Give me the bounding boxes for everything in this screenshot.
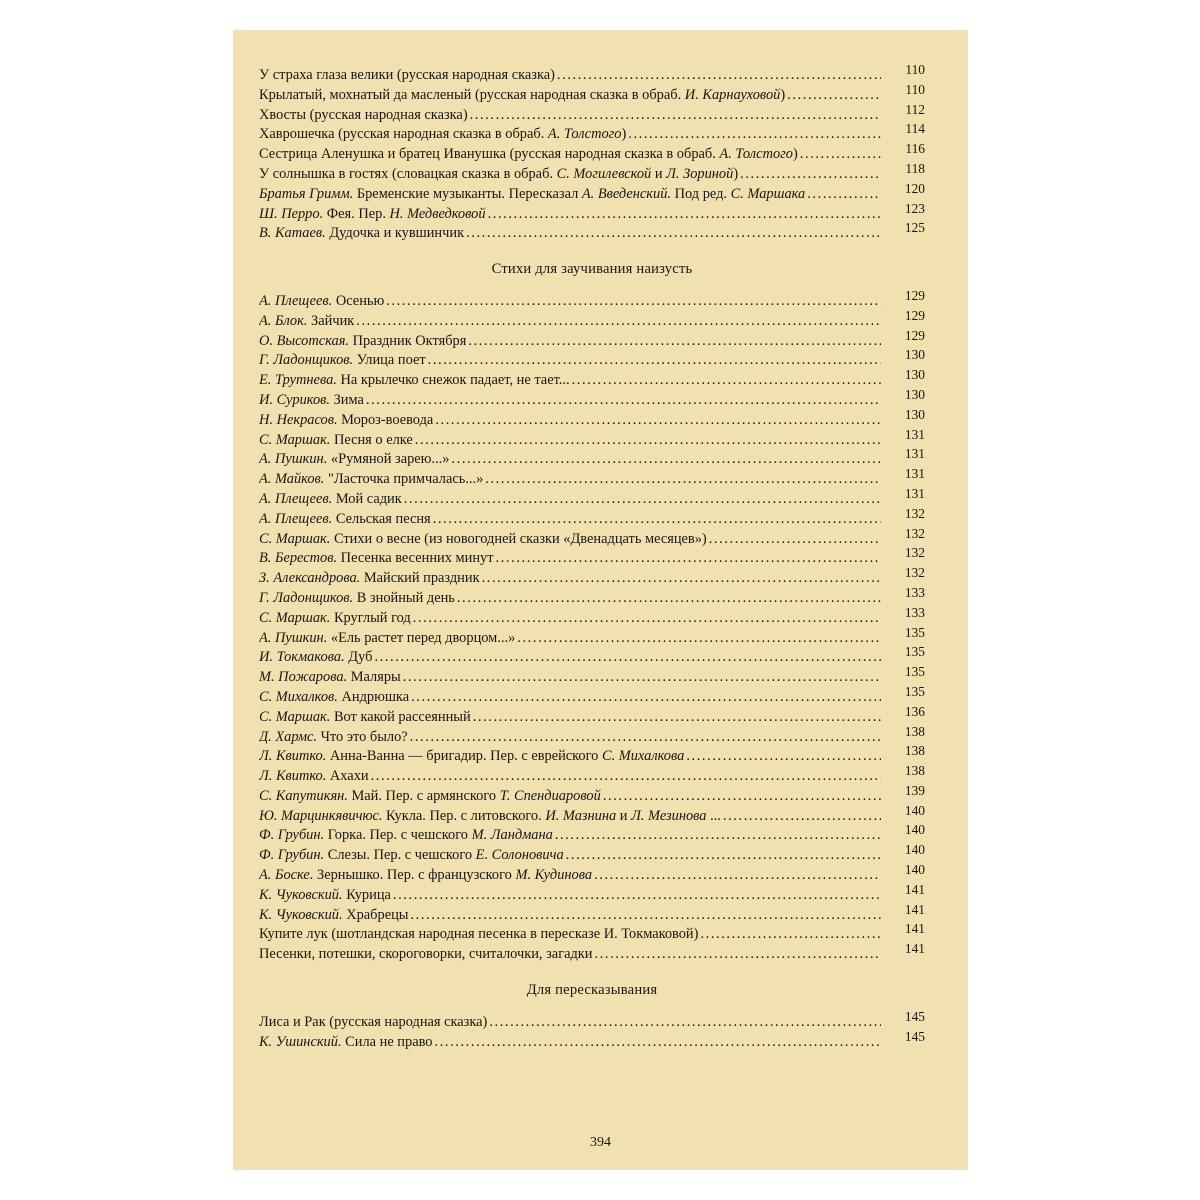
entry-author: С. Маршак. bbox=[259, 609, 331, 626]
toc-entry bbox=[259, 101, 925, 126]
entry-page-number: 135 bbox=[904, 624, 925, 640]
toc-entry bbox=[259, 466, 925, 490]
entry-title-run bbox=[259, 649, 374, 665]
section-title-poems: Стихи для заучивания наизусть bbox=[491, 261, 693, 278]
entry-author: С. Маршака bbox=[730, 185, 806, 202]
toc-entry bbox=[259, 446, 925, 470]
toc-entry bbox=[259, 545, 925, 569]
entry-title: Зернышко. Пер. с французского bbox=[313, 867, 516, 884]
entry-title-run bbox=[259, 225, 466, 241]
entry-text bbox=[259, 826, 881, 846]
entry-text bbox=[259, 549, 881, 569]
entry-page-number: 131 bbox=[904, 426, 925, 442]
toc-entry bbox=[259, 62, 925, 86]
toc-entry bbox=[259, 683, 925, 708]
entry-text bbox=[259, 609, 881, 629]
entry-title: Круглый год bbox=[330, 609, 411, 626]
page-number: 394 bbox=[590, 1135, 611, 1150]
entry-title: "Ласточка примчалась...» bbox=[324, 471, 484, 488]
entry-author: С. Маршак. bbox=[259, 708, 331, 725]
entry-title: У солнышка в гостях (словацкая сказка в обраб. bbox=[259, 165, 557, 182]
entry-title-run bbox=[259, 313, 356, 329]
entry-title-run bbox=[259, 471, 485, 487]
entry-author: Л. Зориной bbox=[666, 165, 734, 182]
entry-title: Бременские музыканты. Пересказал bbox=[353, 185, 582, 202]
entry-text bbox=[259, 165, 881, 185]
entry-text bbox=[259, 866, 881, 886]
entry-title-run bbox=[259, 669, 403, 685]
entry-title: Что это было? bbox=[316, 728, 408, 745]
entry-page-number: 140 bbox=[904, 802, 925, 818]
toc-entry bbox=[259, 81, 925, 106]
entry-title-run bbox=[259, 570, 482, 586]
entry-author: С. Маршак. bbox=[259, 530, 331, 547]
toc-entry bbox=[259, 141, 925, 165]
entry-title: ) bbox=[780, 86, 786, 103]
entry-title-run bbox=[259, 392, 366, 408]
entry-title: Храбрецы bbox=[342, 906, 409, 923]
entry-title: Курица bbox=[342, 886, 391, 903]
entry-text bbox=[259, 728, 881, 748]
entry-text bbox=[259, 66, 881, 86]
toc-entry bbox=[259, 941, 925, 965]
entry-title: Зима bbox=[330, 391, 364, 408]
entry-text bbox=[259, 224, 881, 244]
entry-author: З. Александрова. bbox=[259, 570, 361, 587]
entry-title: Купите лук (шотландская народная песенка в пересказе И. Токмаковой) bbox=[259, 926, 699, 943]
entry-title: Май. Пер. с армянского bbox=[347, 787, 500, 804]
entry-page-number: 131 bbox=[904, 485, 925, 501]
entry-page-number: 129 bbox=[904, 327, 925, 343]
entry-author: И. Суриков. bbox=[259, 391, 330, 408]
entry-text bbox=[259, 925, 881, 945]
entry-text bbox=[259, 767, 881, 787]
entry-author: В. Берестов. bbox=[259, 550, 338, 567]
toc-entry bbox=[259, 862, 925, 886]
toc-entry bbox=[259, 842, 925, 866]
entry-title-run bbox=[259, 709, 473, 725]
toc-entry bbox=[259, 505, 925, 530]
entry-title-run bbox=[259, 333, 468, 349]
entry-page-number: 112 bbox=[905, 101, 925, 117]
entry-text bbox=[259, 371, 881, 391]
toc-entry bbox=[259, 525, 925, 550]
entry-page-number: 138 bbox=[904, 763, 925, 779]
entry-page-number: 132 bbox=[904, 525, 925, 541]
entry-title-run bbox=[259, 590, 457, 606]
entry-title-run bbox=[259, 491, 404, 507]
entry-author: Е. Трутнева. bbox=[259, 372, 337, 389]
entry-author: Л. Мезинова bbox=[631, 807, 707, 824]
entry-page-number: 110 bbox=[905, 62, 925, 77]
toc-entry bbox=[259, 802, 925, 827]
entry-author: И. Карнауховой bbox=[684, 86, 781, 103]
entry-text bbox=[259, 205, 881, 225]
entry-author: Н. Некрасов. bbox=[259, 411, 338, 428]
entry-page-number: 118 bbox=[905, 160, 925, 176]
toc-entry bbox=[259, 327, 925, 352]
toc-group-poems bbox=[259, 287, 925, 965]
toc-entry bbox=[259, 822, 925, 846]
entry-author: Д. Хармс. bbox=[259, 728, 317, 745]
entry-title-run bbox=[259, 729, 410, 745]
toc-entry bbox=[259, 1028, 925, 1053]
toc-entry bbox=[259, 121, 925, 145]
entry-author: А. Пушкин. bbox=[259, 629, 328, 646]
entry-title: «Румяной зарею...» bbox=[327, 451, 450, 468]
toc-entry bbox=[259, 180, 925, 205]
entry-page-number: 141 bbox=[904, 881, 925, 897]
entry-title-run bbox=[259, 87, 787, 103]
entry-title: Крылатый, мохнатый да масленый (русская народная сказка в обраб. bbox=[259, 86, 685, 103]
entry-author: И. Мазнина bbox=[545, 807, 617, 824]
entry-text bbox=[259, 1013, 881, 1033]
entry-title: Сестрица Аленушка и братец Иванушка (русская народная сказка в обраб. bbox=[259, 146, 720, 163]
entry-page-number: 129 bbox=[904, 287, 925, 303]
entry-page-number: 135 bbox=[904, 644, 925, 660]
toc-entry bbox=[259, 763, 925, 787]
entry-author: К. Чуковский. bbox=[259, 906, 343, 923]
entry-author: Ф. Грубин. bbox=[259, 847, 325, 864]
entry-title: ... bbox=[706, 807, 721, 824]
toc-entry bbox=[259, 782, 925, 807]
entry-page-number: 130 bbox=[904, 406, 925, 422]
entry-text bbox=[259, 86, 881, 106]
entry-title: Улица поет bbox=[353, 352, 426, 369]
entry-page-number: 130 bbox=[904, 367, 925, 383]
entry-author: Ю. Марцинкявичюс. bbox=[259, 807, 383, 824]
toc-entry bbox=[259, 1008, 925, 1033]
entry-author: М. Ландмана bbox=[471, 827, 553, 844]
entry-text bbox=[259, 411, 881, 431]
entry-author: М. Кудинова bbox=[515, 867, 593, 884]
toc-entry bbox=[259, 901, 925, 926]
entry-author: Братья Гримм. bbox=[259, 185, 354, 202]
entry-title-run bbox=[259, 352, 428, 368]
entry-text bbox=[259, 807, 881, 827]
entry-author: С. Михалкова bbox=[601, 748, 685, 765]
toc-entry bbox=[259, 287, 925, 312]
toc-entry bbox=[259, 406, 925, 431]
entry-title-run bbox=[259, 808, 723, 824]
entry-title: и bbox=[616, 807, 632, 824]
entry-title: На крылечко снежок падает, не тает... bbox=[336, 372, 570, 389]
entry-title-run bbox=[259, 531, 709, 547]
entry-page-number: 140 bbox=[904, 822, 925, 838]
toc-entry bbox=[259, 743, 925, 767]
toc-group-retelling bbox=[259, 1008, 925, 1053]
book-page bbox=[233, 30, 968, 1170]
entry-title: Дудочка и кувшинчик bbox=[325, 225, 465, 242]
entry-title-run bbox=[259, 926, 700, 942]
entry-page-number: 132 bbox=[904, 565, 925, 581]
entry-title-run bbox=[259, 748, 686, 764]
entry-author: А. Толстого bbox=[547, 126, 622, 143]
entry-author: Г. Ладонщиков. bbox=[259, 352, 354, 369]
entry-title-run bbox=[259, 630, 517, 646]
entry-text bbox=[259, 125, 881, 145]
entry-title-run bbox=[259, 610, 413, 626]
entry-title: Маляры bbox=[347, 669, 401, 686]
entry-title: Зайчик bbox=[307, 312, 355, 329]
toc-entry bbox=[259, 565, 925, 589]
toc-entry bbox=[259, 160, 925, 185]
entry-author: А. Пушкин. bbox=[259, 451, 328, 468]
entry-author: С. Маршак. bbox=[259, 431, 331, 448]
toc-entry bbox=[259, 367, 925, 391]
toc-entry bbox=[259, 347, 925, 371]
entry-title-run bbox=[259, 847, 566, 863]
toc-entry bbox=[259, 307, 925, 332]
entry-title: Лиса и Рак (русская народная сказка) bbox=[259, 1013, 488, 1030]
entry-author: М. Пожарова. bbox=[259, 669, 348, 686]
entry-page-number: 136 bbox=[904, 703, 925, 719]
entry-author: Н. Медведковой bbox=[389, 205, 486, 222]
entry-title: Вот какой рассеянный bbox=[330, 708, 471, 725]
entry-text bbox=[259, 391, 881, 411]
entry-page-number: 110 bbox=[905, 81, 925, 97]
entry-page-number: 140 bbox=[904, 842, 925, 858]
toc-entry bbox=[259, 644, 925, 668]
entry-author: А. Плещеев. bbox=[259, 490, 333, 507]
entry-text bbox=[259, 846, 881, 866]
entry-title: Андрюшка bbox=[337, 688, 410, 705]
toc-entry bbox=[259, 703, 925, 728]
entry-title-run bbox=[259, 67, 557, 83]
entry-text bbox=[259, 906, 881, 926]
entry-author: С. Могилевской bbox=[556, 165, 652, 182]
entry-title: ) bbox=[733, 165, 739, 182]
entry-page-number: 120 bbox=[904, 180, 925, 196]
entry-text bbox=[259, 145, 881, 165]
entry-author: Т. Спендиаровой bbox=[499, 787, 601, 804]
entry-page-number: 116 bbox=[905, 141, 925, 157]
entry-title-run bbox=[259, 827, 555, 843]
entry-title: Под ред. bbox=[671, 185, 731, 202]
entry-text bbox=[259, 470, 881, 490]
entry-title: ) bbox=[792, 146, 798, 163]
entry-title-run bbox=[259, 186, 807, 202]
entry-page-number: 123 bbox=[904, 200, 925, 216]
entry-author: В. Катаев. bbox=[259, 225, 326, 242]
entry-title: Дуб bbox=[344, 649, 373, 666]
entry-text bbox=[259, 708, 881, 728]
toc-entry bbox=[259, 584, 925, 609]
entry-author: Л. Квитко. bbox=[259, 748, 327, 765]
entry-author: А. Плещеев. bbox=[259, 292, 333, 309]
toc-entry bbox=[259, 881, 925, 906]
entry-text bbox=[259, 688, 881, 708]
entry-title: Горка. Пер. с чешского bbox=[324, 827, 472, 844]
entry-author: А. Введенский. bbox=[581, 185, 672, 202]
entry-page-number: 141 bbox=[904, 901, 925, 917]
entry-title: ) bbox=[621, 126, 627, 143]
toc-group-tales bbox=[259, 62, 925, 244]
entry-text bbox=[259, 185, 881, 205]
entry-page-number: 130 bbox=[904, 347, 925, 363]
entry-page-number: 132 bbox=[904, 545, 925, 561]
toc-entry bbox=[259, 624, 925, 649]
entry-text bbox=[259, 351, 881, 371]
entry-page-number: 138 bbox=[904, 743, 925, 759]
entry-text bbox=[259, 648, 881, 668]
entry-author: К. Чуковский. bbox=[259, 886, 343, 903]
entry-page-number: 131 bbox=[904, 466, 925, 482]
entry-author: Е. Солоновича bbox=[475, 847, 564, 864]
entry-page-number: 141 bbox=[904, 921, 925, 937]
entry-title-run bbox=[259, 511, 433, 527]
entry-title-run bbox=[259, 146, 800, 162]
entry-title-run bbox=[259, 107, 470, 123]
toc-entry bbox=[259, 664, 925, 688]
entry-page-number: 139 bbox=[904, 782, 925, 798]
entry-title-run bbox=[259, 206, 488, 222]
entry-author: Г. Ладонщиков. bbox=[259, 589, 354, 606]
entry-title: Ахахи bbox=[326, 768, 369, 785]
entry-text bbox=[259, 589, 881, 609]
entry-page-number: 125 bbox=[904, 220, 925, 236]
entry-text bbox=[259, 106, 881, 126]
entry-title: Стихи о весне (из новогодней сказки «Двенадцать месяцев») bbox=[330, 530, 707, 547]
toc-entry bbox=[259, 426, 925, 451]
entry-title: Праздник Октября bbox=[348, 332, 467, 349]
entry-title: Песенка весенних минут bbox=[337, 550, 494, 567]
toc-entry bbox=[259, 604, 925, 629]
entry-author: А. Боске. bbox=[259, 867, 314, 884]
entry-text bbox=[259, 629, 881, 649]
entry-title: Сила не право bbox=[341, 1033, 433, 1050]
entry-page-number: 145 bbox=[904, 1008, 925, 1024]
entry-text bbox=[259, 569, 881, 589]
entry-title: Фея. Пер. bbox=[323, 205, 390, 222]
entry-title-run bbox=[259, 372, 572, 388]
entry-title-run bbox=[259, 1034, 435, 1050]
table-of-contents bbox=[259, 62, 925, 1052]
entry-title-run bbox=[259, 887, 393, 903]
entry-author: Л. Квитко. bbox=[259, 768, 327, 785]
entry-title: В знойный день bbox=[353, 589, 455, 606]
entry-text bbox=[259, 787, 881, 807]
entry-text bbox=[259, 1033, 881, 1053]
entry-page-number: 141 bbox=[904, 941, 925, 957]
entry-title-run bbox=[259, 946, 595, 962]
entry-title-run bbox=[259, 126, 628, 142]
entry-title: Сельская песня bbox=[332, 510, 431, 527]
entry-author: Ф. Грубин. bbox=[259, 827, 325, 844]
entry-page-number: 133 bbox=[904, 604, 925, 620]
entry-author: А. Блок. bbox=[259, 312, 308, 329]
entry-author: С. Капутикян. bbox=[259, 787, 348, 804]
entry-title: «Ель растет перед дворцом...» bbox=[327, 629, 516, 646]
entry-title: и bbox=[651, 165, 667, 182]
entry-page-number: 132 bbox=[904, 505, 925, 521]
entry-author: А. Толстого bbox=[719, 146, 793, 163]
entry-page-number: 131 bbox=[904, 446, 925, 462]
entry-page-number: 140 bbox=[904, 862, 925, 878]
entry-title-run bbox=[259, 451, 451, 467]
entry-text bbox=[259, 530, 881, 550]
entry-author: И. Токмакова. bbox=[259, 649, 345, 666]
entry-text bbox=[259, 886, 881, 906]
entry-title-run bbox=[259, 788, 603, 804]
entry-page-number: 138 bbox=[904, 723, 925, 739]
entry-title-run bbox=[259, 867, 594, 883]
section-title-retelling: Для пересказывания bbox=[526, 982, 658, 999]
entry-title: Песенки, потешки, скороговорки, считалочки, загадки bbox=[259, 946, 593, 963]
toc-entry bbox=[259, 200, 925, 225]
entry-text bbox=[259, 668, 881, 688]
entry-text bbox=[259, 431, 881, 451]
entry-author: Ш. Перро. bbox=[259, 205, 324, 222]
toc-entry bbox=[259, 723, 925, 748]
entry-title: Осенью bbox=[332, 292, 385, 309]
entry-title: Анна-Ванна — бригадир. Пер. с еврейского bbox=[326, 748, 602, 765]
entry-text bbox=[259, 450, 881, 470]
toc-entry bbox=[259, 386, 925, 411]
entry-page-number: 135 bbox=[904, 683, 925, 699]
entry-title: Хаврошечка (русская народная сказка в обраб. bbox=[259, 126, 548, 143]
entry-title-run bbox=[259, 432, 415, 448]
entry-title: Мой садик bbox=[332, 490, 402, 507]
entry-title: Хвосты (русская народная сказка) bbox=[259, 106, 468, 123]
entry-title: Майский праздник bbox=[360, 570, 480, 587]
entry-author: О. Высотская. bbox=[259, 332, 349, 349]
toc-entry bbox=[259, 220, 925, 244]
entry-author: К. Ушинский. bbox=[259, 1033, 342, 1050]
entry-title-run bbox=[259, 689, 411, 705]
entry-text bbox=[259, 312, 881, 332]
entry-title: Песня о елке bbox=[330, 431, 413, 448]
entry-title-run bbox=[259, 293, 386, 309]
entry-text bbox=[259, 292, 881, 312]
entry-title-run bbox=[259, 1014, 489, 1030]
entry-text bbox=[259, 510, 881, 530]
entry-title-run bbox=[259, 550, 496, 566]
toc-entry bbox=[259, 485, 925, 510]
entry-title: Мороз-воевода bbox=[337, 411, 434, 428]
entry-text bbox=[259, 747, 881, 767]
entry-title-run bbox=[259, 166, 740, 182]
entry-page-number: 129 bbox=[904, 307, 925, 323]
entry-page-number: 114 bbox=[905, 121, 925, 137]
entry-text bbox=[259, 490, 881, 510]
entry-page-number: 130 bbox=[904, 386, 925, 402]
entry-text bbox=[259, 945, 881, 965]
entry-title: Слезы. Пер. с чешского bbox=[324, 847, 476, 864]
entry-author: С. Михалков. bbox=[259, 688, 338, 705]
entry-text bbox=[259, 332, 881, 352]
entry-page-number: 145 bbox=[904, 1028, 925, 1044]
entry-page-number: 133 bbox=[904, 584, 925, 600]
entry-author: А. Майков. bbox=[259, 471, 325, 488]
entry-title: Кукла. Пер. с литовского. bbox=[382, 807, 546, 824]
entry-title-run bbox=[259, 907, 410, 923]
entry-title-run bbox=[259, 412, 435, 428]
entry-author: А. Плещеев. bbox=[259, 510, 333, 527]
toc-entry bbox=[259, 921, 925, 945]
entry-title-run bbox=[259, 768, 371, 784]
entry-page-number: 135 bbox=[904, 664, 925, 680]
entry-title: У страха глаза велики (русская народная сказка) bbox=[259, 67, 555, 83]
